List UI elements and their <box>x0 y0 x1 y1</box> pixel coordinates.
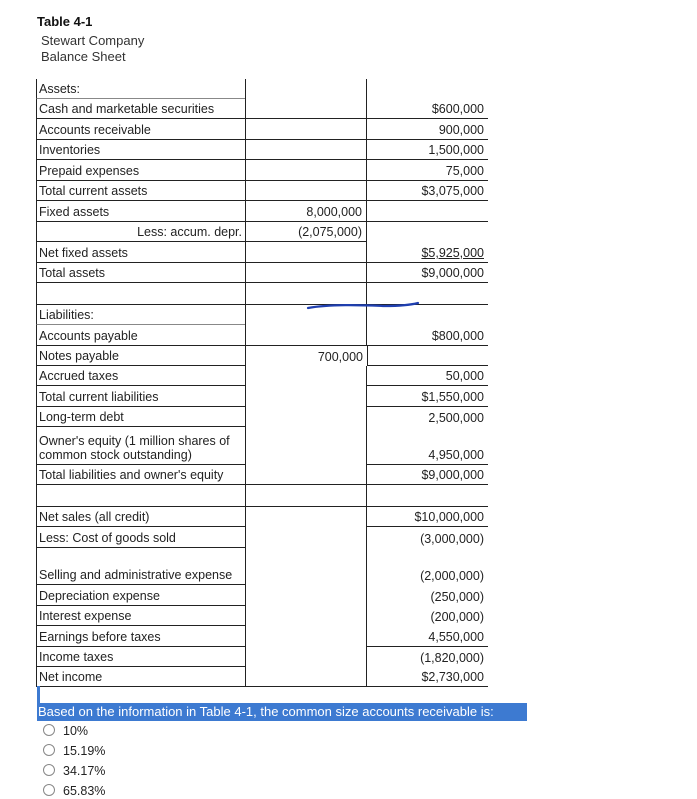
question-text: Based on the information in Table 4-1, the common size accounts receivable is: <box>37 703 527 721</box>
table-row: Earnings before taxes 4,550,000 <box>36 626 488 647</box>
table-row: Long-term debt 2,500,000 <box>36 407 488 427</box>
table-row: Fixed assets 8,000,000 <box>36 201 488 222</box>
table-row: Net sales (all credit) $10,000,000 <box>36 507 488 527</box>
table-row: Total liabilities and owner's equity $9,000,000 <box>36 465 488 485</box>
table-row: Accrued taxes 50,000 <box>36 366 488 386</box>
table-row: Total assets $9,000,000 <box>36 263 488 283</box>
table-row: Inventories 1,500,000 <box>36 140 488 160</box>
assets-heading: Assets: <box>39 82 80 96</box>
assets-heading-row <box>36 79 488 99</box>
table-row: Total current liabilities $1,550,000 <box>36 386 488 407</box>
table-row: Depreciation expense (250,000) <box>36 585 488 606</box>
table-row: Net fixed assets $5,925,000 <box>36 242 488 263</box>
table-row: Less: accum. depr. (2,075,000) <box>36 222 488 242</box>
table-row: Accounts payable $800,000 <box>36 325 488 346</box>
table-row: Prepaid expenses 75,000 <box>36 160 488 181</box>
table-row: Cash and marketable securities $600,000 <box>36 99 488 119</box>
liabilities-heading: Liabilities: <box>39 308 94 322</box>
table-row: Total current assets $3,075,000 <box>36 181 488 201</box>
table-label: Table 4-1 <box>37 14 93 29</box>
radio-button-icon[interactable] <box>43 744 55 756</box>
table-row: Income taxes (1,820,000) <box>36 647 488 667</box>
table-row-spacer <box>36 485 488 507</box>
text-cursor <box>37 686 40 704</box>
company-name: Stewart Company <box>41 33 145 48</box>
table-row: Less: Cost of goods sold (3,000,000) <box>36 527 488 548</box>
table-row: Accounts receivable 900,000 <box>36 119 488 140</box>
statement-title: Balance Sheet <box>41 49 126 64</box>
table-row: Selling and administrative expense (2,000,000) <box>36 548 488 585</box>
radio-button-icon[interactable] <box>43 784 55 796</box>
table-row: Interest expense (200,000) <box>36 606 488 626</box>
table-row: Owner's equity (1 million shares of common stock outstanding) 4,950,000 <box>36 427 488 465</box>
pen-annotation <box>300 298 425 312</box>
table-row: Net income $2,730,000 <box>36 667 488 687</box>
table-row: Notes payable 700,000 <box>36 346 488 366</box>
radio-button-icon[interactable] <box>43 724 55 736</box>
radio-button-icon[interactable] <box>43 764 55 776</box>
